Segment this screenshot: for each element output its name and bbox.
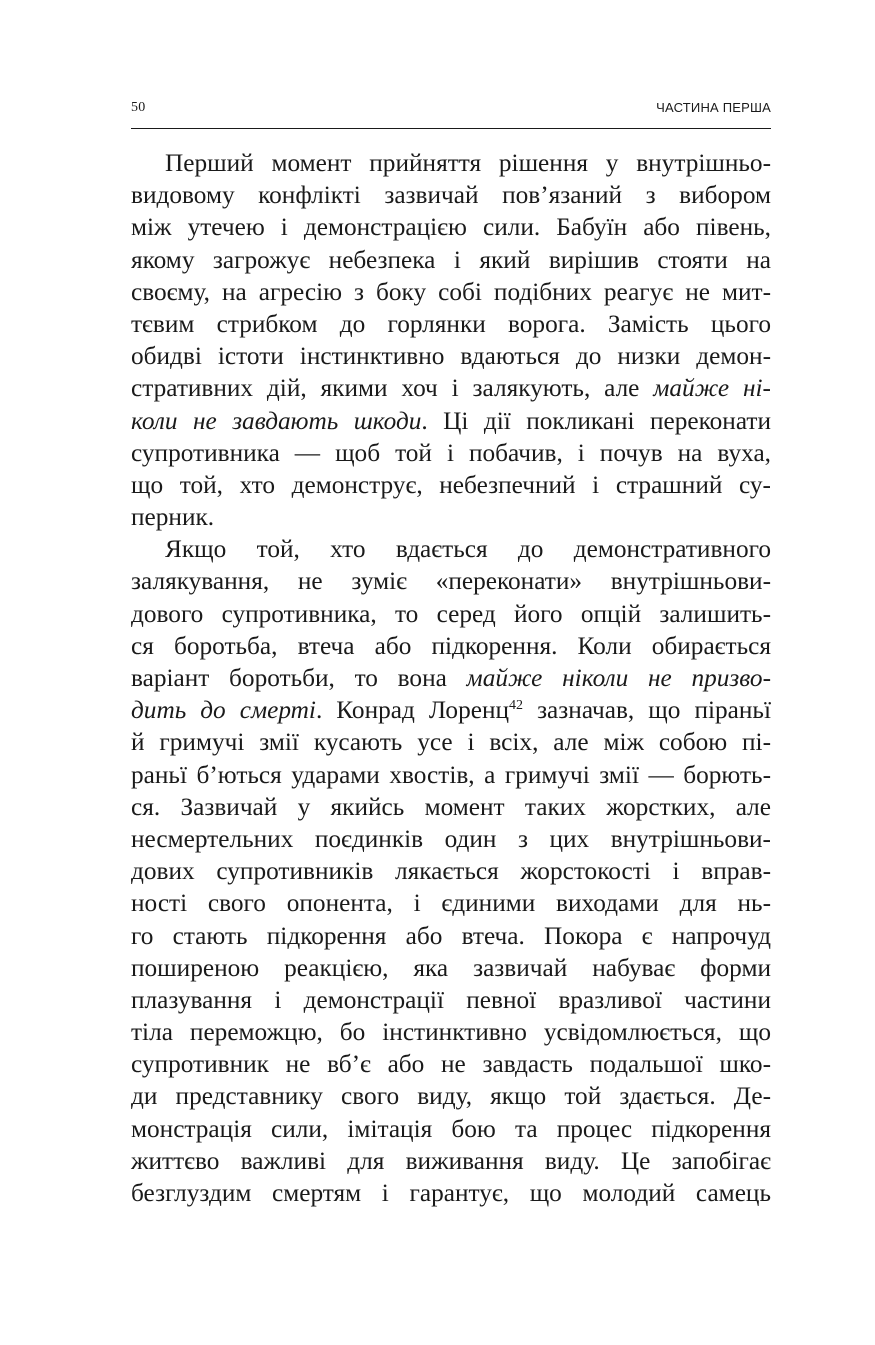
text-line: безглуздим смертям і гарантує, що молодий самець (131, 1179, 771, 1207)
text-line: своєму, на агресію з боку собі подібних реагує не мит- (131, 277, 771, 306)
section-title: ЧАСТИНА ПЕРША (656, 100, 771, 115)
text-line: залякування, не зуміє «переконати» внутрішньови- (131, 567, 771, 596)
text-line: супротивник не вб’є або не завдасть подальшої шко- (131, 1050, 771, 1079)
text-line: що той, хто демонструє, небезпечний і страшний су- (131, 470, 771, 499)
text-segment: . Ці дії покликані переконати (421, 406, 771, 435)
text-line: тіла переможцю, бо інстинктивно усвідомлюється, що (131, 1018, 771, 1047)
emphasis-text: дить до смерті (131, 696, 316, 725)
text-line: ди представнику свого виду, якщо той здається. Де- (131, 1082, 771, 1111)
text-line: ся боротьба, втеча або підкорення. Коли обирається (131, 631, 771, 660)
text-line: обидві істоти інстинктивно вдаються до низки демон- (131, 342, 771, 371)
text-line: тєвим стрибком до горлянки ворога. Замість цього (131, 309, 771, 338)
page-number: 50 (131, 100, 146, 115)
text-line: якому загрожує небезпека і який вирішив стояти на (131, 245, 771, 274)
text-line (131, 662, 771, 694)
text-line: життєво важливі для виживання виду. Це запобігає (131, 1146, 771, 1175)
text-segment: стративних дій, якими хоч і залякують, але (131, 374, 654, 403)
text-line: видовому конфлікті зазвичай пов’язаний з вибором (131, 181, 771, 210)
header-rule (131, 128, 771, 129)
text-line: Якщо той, хто вдається до демонстративного (165, 535, 771, 564)
text-line: перник. (131, 503, 215, 532)
paragraph-1 (131, 147, 771, 533)
text-line: ності свого опонента, і єдиними виходами для нь- (131, 889, 771, 918)
text-line: го стають підкорення або втеча. Покора є напрочуд (131, 921, 771, 950)
text-segment: зазначав, що піраньї (523, 696, 771, 725)
text-segment: . Конрад Лоренц (315, 696, 510, 725)
text-line: дового супротивника, то серед його опцій залишить- (131, 599, 771, 628)
text-line (131, 372, 771, 404)
text-segment: варіант боротьби, то вона (131, 664, 467, 692)
text-line: між утечею і демонстрацією сили. Бабуїн або півень, (131, 213, 771, 242)
text-line: супротивника — щоб той і побачив, і почув на вуха, (131, 438, 771, 467)
text-line: монстрація сили, імітація бою та процес підкорення (131, 1114, 771, 1143)
paragraph-2 (131, 533, 771, 1209)
emphasis-text: коли не завдають шкоди (131, 406, 422, 435)
emphasis-text: майже ніколи не призво- (466, 664, 772, 692)
text-line (131, 405, 771, 437)
text-line: поширеною реакцією, яка зазвичай набуває форми (131, 953, 771, 982)
running-head (131, 96, 771, 118)
footnote-reference[interactable]: 42 (509, 698, 524, 714)
text-line: Перший момент прийняття рішення у внутрішньо- (165, 149, 771, 177)
text-line (131, 694, 771, 726)
emphasis-text: майже ні- (653, 374, 771, 403)
text-line: несмертельних поєдинків один з цих внутрішньови- (131, 824, 771, 853)
text-line: раньї б’ються ударами хвостів, а гримучі змії — борють- (131, 760, 771, 789)
text-line: ся. Зазвичай у якийсь момент таких жорстких, але (131, 792, 771, 821)
body-text (131, 147, 771, 1209)
text-line: плазування і демонстрації певної вразливої частини (131, 985, 771, 1014)
text-line: й гримучі змії кусають усе і всіх, але між собою пі- (131, 728, 771, 757)
text-line: дових супротивників лякається жорстокості і вправ- (131, 857, 771, 886)
